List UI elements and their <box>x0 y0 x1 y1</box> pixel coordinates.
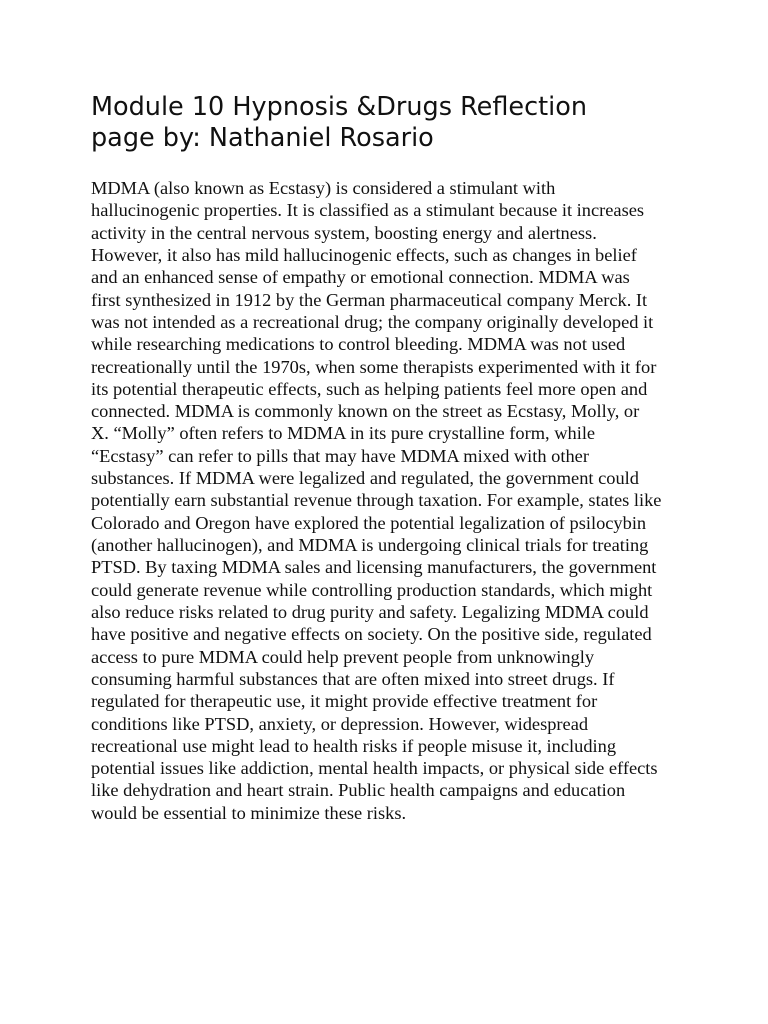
body-line: potentially earn substantial revenue through taxation. For example, states like <box>91 490 662 511</box>
body-line: activity in the central nervous system, boosting energy and alertness. <box>91 222 597 243</box>
body-line: consuming harmful substances that are often mixed into street drugs. If <box>91 668 615 689</box>
body-line: have positive and negative effects on society. On the positive side, regulated <box>91 624 652 645</box>
body-paragraph <box>91 177 691 824</box>
body-line: substances. If MDMA were legalized and regulated, the government could <box>91 468 639 489</box>
body-line: “Ecstasy” can refer to pills that may have MDMA mixed with other <box>91 445 589 466</box>
body-line: recreationally until the 1970s, when some therapists experimented with it for <box>91 356 657 377</box>
body-line: would be essential to minimize these risks. <box>91 802 407 823</box>
body-line: first synthesized in 1912 by the German pharmaceutical company Merck. It <box>91 289 648 310</box>
body-line: (another hallucinogen), and MDMA is undergoing clinical trials for treating <box>91 535 649 555</box>
body-line: However, it also has mild hallucinogenic effects, such as changes in belief <box>91 244 637 265</box>
body-line: MDMA (also known as Ecstasy) is considered a stimulant with <box>91 178 556 198</box>
body-line: PTSD. By taxing MDMA sales and licensing manufacturers, the government <box>91 557 657 578</box>
body-line: and an enhanced sense of empathy or emotional connection. MDMA was <box>91 267 630 288</box>
body-line: connected. MDMA is commonly known on the street as Ecstasy, Molly, or <box>91 401 640 422</box>
body-line: was not intended as a recreational drug; the company originally developed it <box>91 311 654 332</box>
body-line: recreational use might lead to health risks if people misuse it, including <box>91 735 617 756</box>
title-line: Module 10 Hypnosis &Drugs Reflection <box>91 92 587 122</box>
body-line: access to pure MDMA could help prevent people from unknowingly <box>91 646 595 667</box>
body-line: also reduce risks related to drug purity and safety. Legalizing MDMA could <box>91 601 649 622</box>
body-line: X. “Molly” often refers to MDMA in its pure crystalline form, while <box>91 423 596 444</box>
body-line: conditions like PTSD, anxiety, or depression. However, widespread <box>91 713 589 734</box>
page-title <box>91 92 691 154</box>
body-line: like dehydration and heart strain. Public health campaigns and education <box>91 780 626 801</box>
body-line: Colorado and Oregon have explored the potential legalization of psilocybin <box>91 512 647 533</box>
title-line: page by: Nathaniel Rosario <box>91 123 434 153</box>
body-line: regulated for therapeutic use, it might provide effective treatment for <box>91 691 598 712</box>
body-line: while researching medications to control bleeding. MDMA was not used <box>91 334 626 355</box>
body-line: potential issues like addiction, mental health impacts, or physical side effects <box>91 758 658 779</box>
body-line: could generate revenue while controlling production standards, which might <box>91 579 653 600</box>
body-line: hallucinogenic properties. It is classified as a stimulant because it increases <box>91 200 645 221</box>
body-line: its potential therapeutic effects, such as helping patients feel more open and <box>91 378 648 399</box>
